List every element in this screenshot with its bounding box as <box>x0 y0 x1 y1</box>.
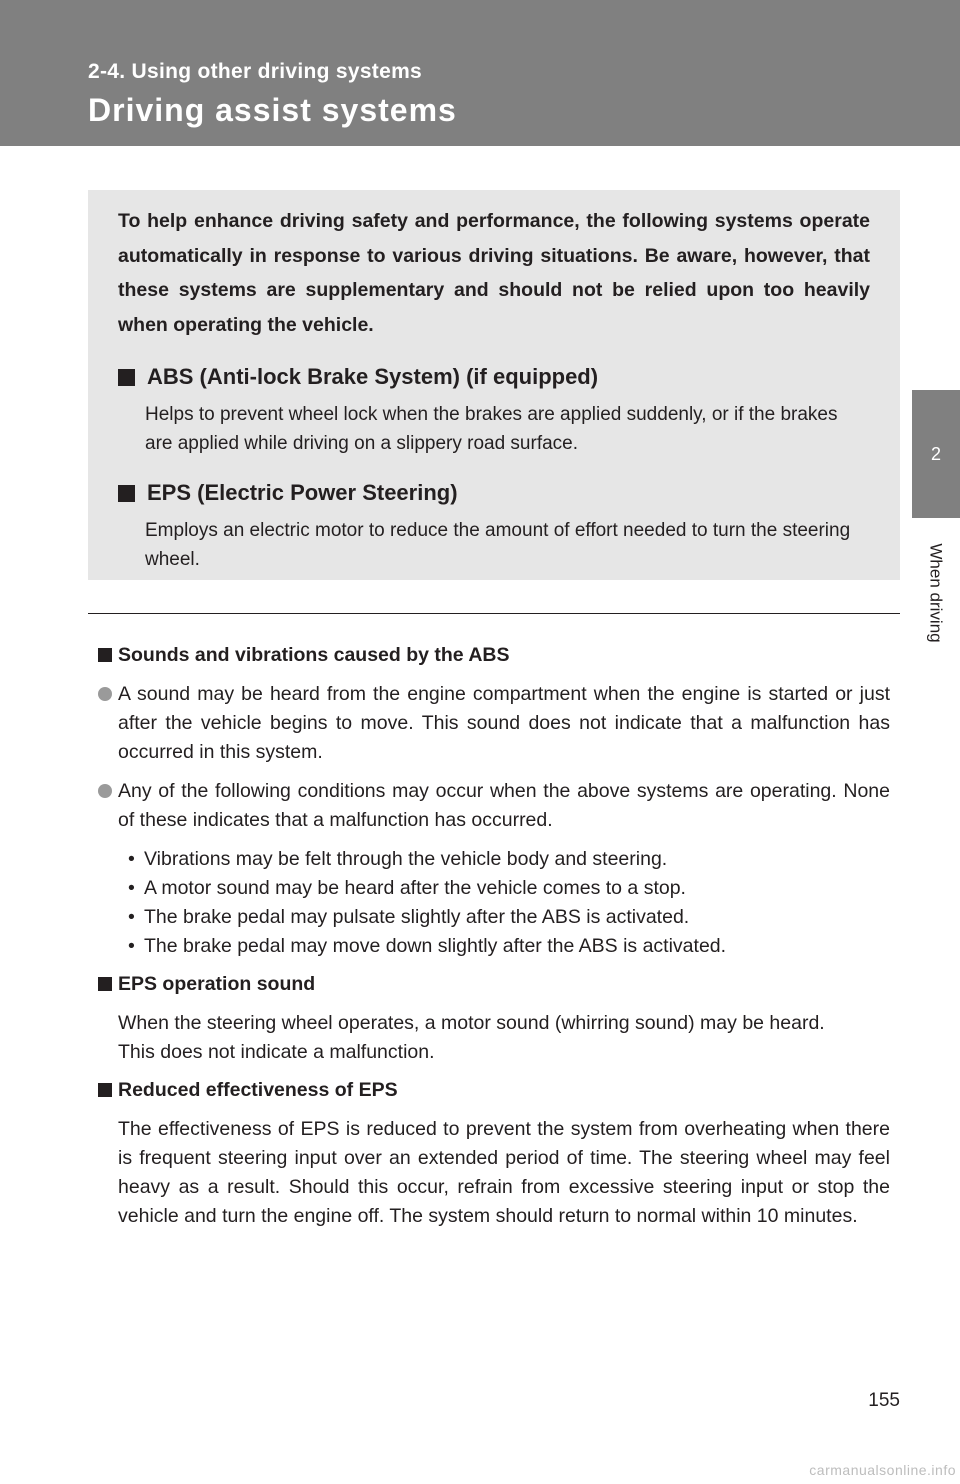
chapter-label: When driving <box>927 543 946 643</box>
abs-sounds-heading <box>98 640 890 670</box>
square-bullet-icon <box>118 485 135 502</box>
eps-sound-text-line: This does not indicate a malfunction. <box>118 1041 435 1063</box>
list-item <box>98 680 890 767</box>
eps-sound-heading <box>98 969 890 999</box>
list-item-text: Any of the following conditions may occur when the above systems are operating. None of these indicates that a malfunction has occurred. <box>118 780 890 831</box>
abs-sounds-heading-text: Sounds and vibrations caused by the ABS <box>118 643 510 666</box>
eps-reduced-heading-text: Reduced effectiveness of EPS <box>118 1078 398 1101</box>
page-header <box>0 0 960 146</box>
square-bullet-icon <box>98 648 112 662</box>
circle-bullet-icon <box>98 784 112 798</box>
square-bullet-icon <box>98 1083 112 1097</box>
condition-item: • The brake pedal may move down slightly after the ABS is activated. <box>128 932 890 961</box>
chapter-number-tab: 2 <box>912 390 960 518</box>
section-label: 2-4. Using other driving systems <box>88 60 423 83</box>
square-bullet-icon <box>118 369 135 386</box>
abs-heading <box>118 364 870 390</box>
summary-box <box>88 190 900 580</box>
eps-reduced-heading <box>98 1075 890 1105</box>
condition-item: • The brake pedal may pulsate slightly after the ABS is activated. <box>128 903 890 932</box>
eps-sound-heading-text: EPS operation sound <box>118 972 316 995</box>
eps-sound-text-line: When the steering wheel operates, a motor sound (whirring sound) may be heard. <box>118 1012 825 1034</box>
eps-reduced-text: The effectiveness of EPS is reduced to prevent the system from overheating when there is frequent steering input over an extended period of time. The steering wheel may feel heavy as a result. Should this occur, refrain from excessive steering input or stop the vehicle and turn the engine off. The system should return to normal within 10 minutes. <box>118 1118 890 1227</box>
watermark: carmanualsonline.info <box>809 1462 956 1478</box>
square-bullet-icon <box>98 977 112 991</box>
conditions-list <box>128 845 890 961</box>
intro-text: To help enhance driving safety and performance, the following systems operate automatically in response to various driving situations. Be aware, however, that these systems are supplementary and should not be relied upon too heavily when operating the vehicle. <box>118 210 870 336</box>
condition-item: • A motor sound may be heard after the vehicle comes to a stop. <box>128 874 890 903</box>
eps-heading-text: EPS (Electric Power Steering) <box>147 480 458 505</box>
page-title: Driving assist systems <box>88 92 457 128</box>
chapter-label-tab <box>912 518 960 668</box>
abs-heading-text: ABS (Anti-lock Brake System) (if equipped) <box>147 364 599 389</box>
divider <box>88 613 900 614</box>
page-number: 155 <box>868 1390 900 1411</box>
notes-section <box>98 640 890 1231</box>
eps-description: Employs an electric motor to reduce the amount of effort needed to turn the steering wheel. <box>145 520 851 570</box>
list-item-text: A sound may be heard from the engine compartment when the engine is started or just after the vehicle begins to move. This sound does not indicate that a malfunction has occurred in this system. <box>118 683 890 763</box>
list-item <box>98 777 890 835</box>
circle-bullet-icon <box>98 687 112 701</box>
eps-sound-text <box>98 1009 890 1067</box>
condition-item: • Vibrations may be felt through the vehicle body and steering. <box>128 845 890 874</box>
eps-heading <box>118 480 870 506</box>
abs-description: Helps to prevent wheel lock when the brakes are applied suddenly, or if the brakes are applied while driving on a slippery road surface. <box>145 404 838 454</box>
